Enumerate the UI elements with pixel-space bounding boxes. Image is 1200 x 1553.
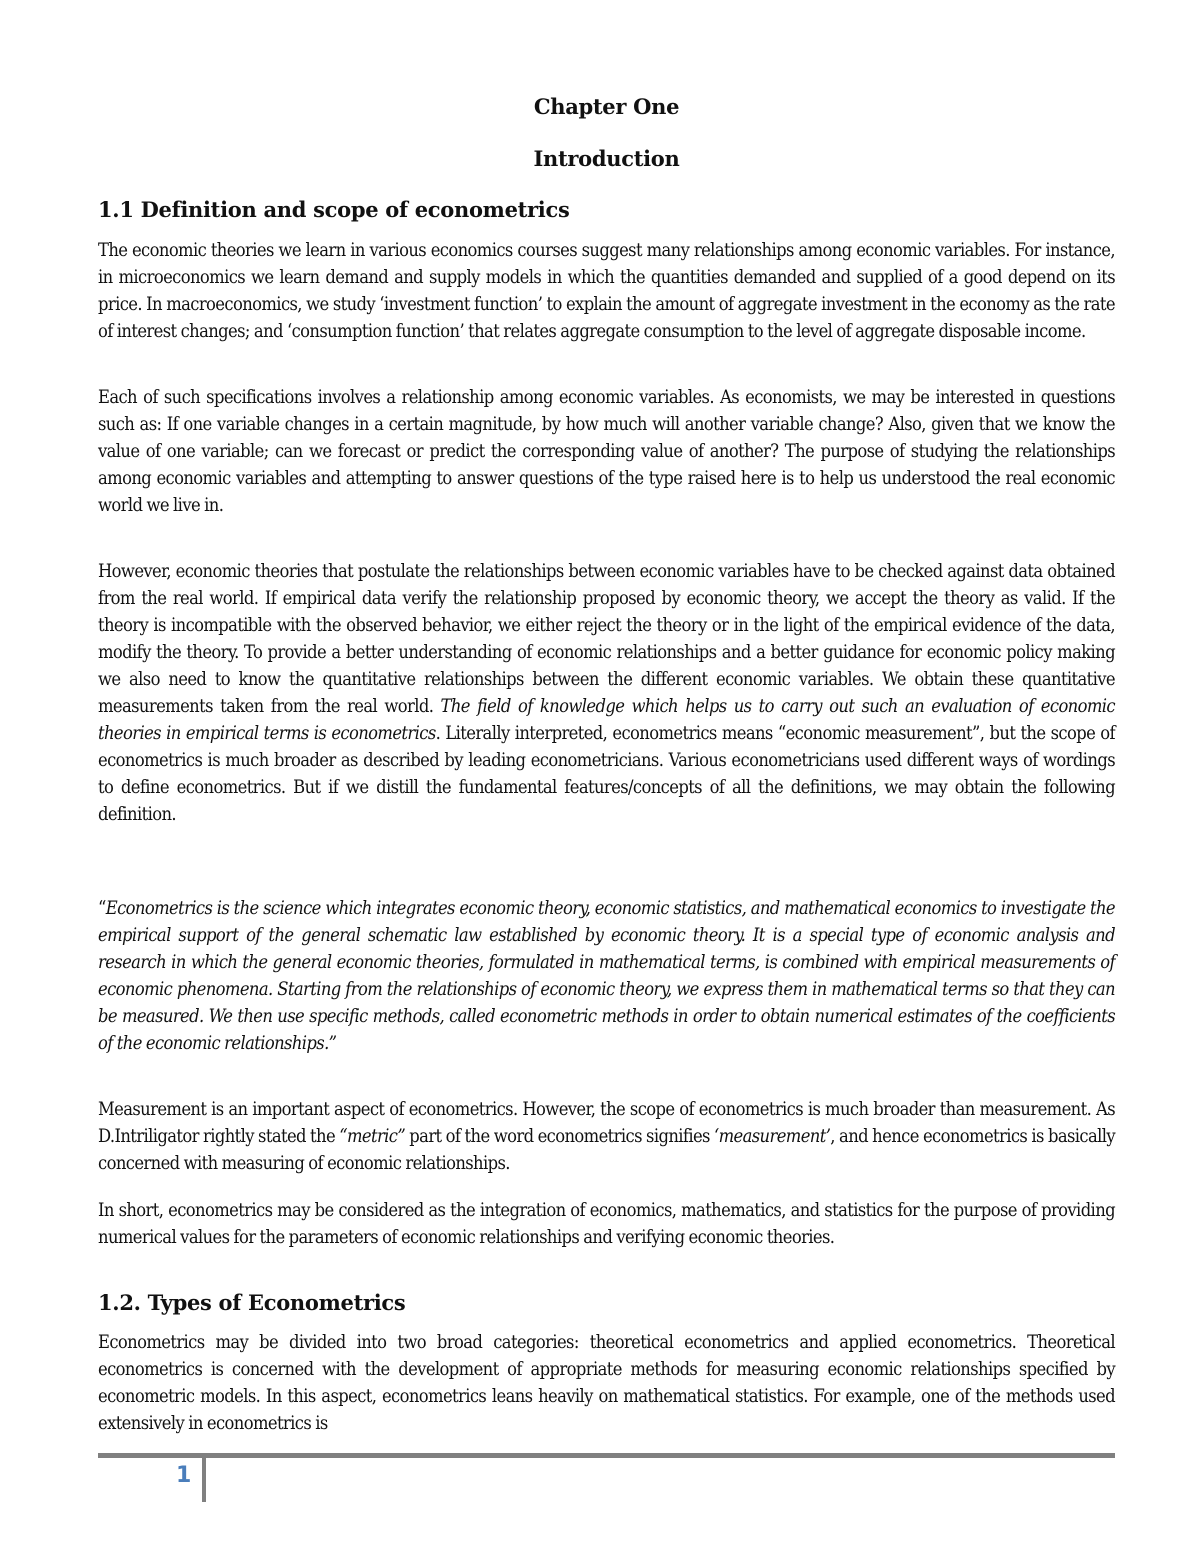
page-number: 1 [176,1463,192,1488]
paragraph-text: . Literally interpreted, econometrics means “economic measurement”, but the scope of econometrics is much broader as described by leading econometricians. Various econometricians used different ways of wordings to define econometrics. But if we distill the fundamental features/concepts of all the definitions, we may obtain the following definition. [98,723,1115,825]
emphasis-text: ‘measurement’ [714,1126,831,1147]
quote-text: Econometrics is the science which integrates economic theory, economic statistics, and mathematical economics to investigate the empirical support of the general schematic law established by economic theory. It is a special type of economic analysis and research in which the general economic theories, formulated in mathematical terms, is combined with empirical measurements of economic phenomena. Starting from the relationships of economic theory, we express them in mathematical terms so that they can be measured. We then use specific methods, called econometric methods in order to obtain numerical estimates of the coefficients of the economic relationships.” [98,898,1115,1054]
paragraph-text: part of the word econometrics signifies [405,1126,715,1147]
footer-rule [98,1453,1115,1458]
section-heading-1-1: 1.1 Definition and scope of econometrics [98,197,570,222]
quote-mark: “ [98,898,106,919]
paragraph-measurement [98,1096,1115,1177]
footer-divider [202,1458,206,1502]
paragraph-text: , and hence econometrics is basically concerned with measuring of economic relationships. [98,1126,1116,1174]
definition-quote [98,895,1115,1057]
paragraph-text: However, economic theories that postulate the relationships between economic variables have to be checked against data obtained from the real world. If empirical data verify the relationship proposed by economic theory, we accept the theory as valid. If the theory is incompatible with the observed behavior, we either reject the theory or in the light of the empirical evidence of the data, modify the theory. To provide a better understanding of economic relationships and a better guidance for economic policy making we also need to know the quantitative relationships between the different economic variables. We obtain these quantitative measurements taken from the real world. [98,561,1115,717]
emphasis-text: The field of knowledge which helps us to carry out such an evaluation of economic theories in empirical terms is econometrics [98,696,1115,744]
section-heading-1-2: 1.2. Types of Econometrics [98,1290,406,1315]
paragraph-intro: The economic theories we learn in various economics courses suggest many relationships among economic variables. For instance, in microeconomics we learn demand and supply models in which the quantities demanded and supplied of a good depend on its price. In macroeconomics, we study ‘investment function’ to explain the amount of aggregate investment in the economy as the rate of interest changes; and ‘consumption function’ that relates aggregate consumption to the level of aggregate disposable income. [98,240,1115,342]
paragraph-summary: In short, econometrics may be considered as the integration of economics, mathematics, and statistics for the purpose of providing numerical values for the parameters of economic relationships and verifying economic theories. [98,1200,1115,1248]
paragraph-text: Measurement is an important aspect of econometrics. However, the scope of econometrics is much broader than measurement. As D.Intriligator rightly stated the [98,1099,1115,1147]
paragraph-specifications: Each of such specifications involves a relationship among economic variables. As economists, we may be interested in questions such as: If one variable changes in a certain magnitude, by how much will another variable change? Also, given that we know the value of one variable; can we forecast or predict the corresponding value of another? The purpose of studying the relationships among economic variables and attempting to answer questions of the type raised here is to help us understood the real economic world we live in. [98,387,1115,516]
chapter-subtitle: Introduction [533,146,680,171]
emphasis-text: “metric” [339,1126,406,1147]
chapter-title: Chapter One [533,94,680,119]
paragraph-types: Econometrics may be divided into two broad categories: theoretical econometrics and applied econometrics. Theoretical econometrics is concerned with the development of appropriate methods for measuring economic relationships specified by econometric models. In this aspect, econometrics leans heavily on mathematical statistics. For example, one of the methods used extensively in econometrics is [98,1332,1115,1434]
paragraph-empirical-check [98,558,1115,828]
